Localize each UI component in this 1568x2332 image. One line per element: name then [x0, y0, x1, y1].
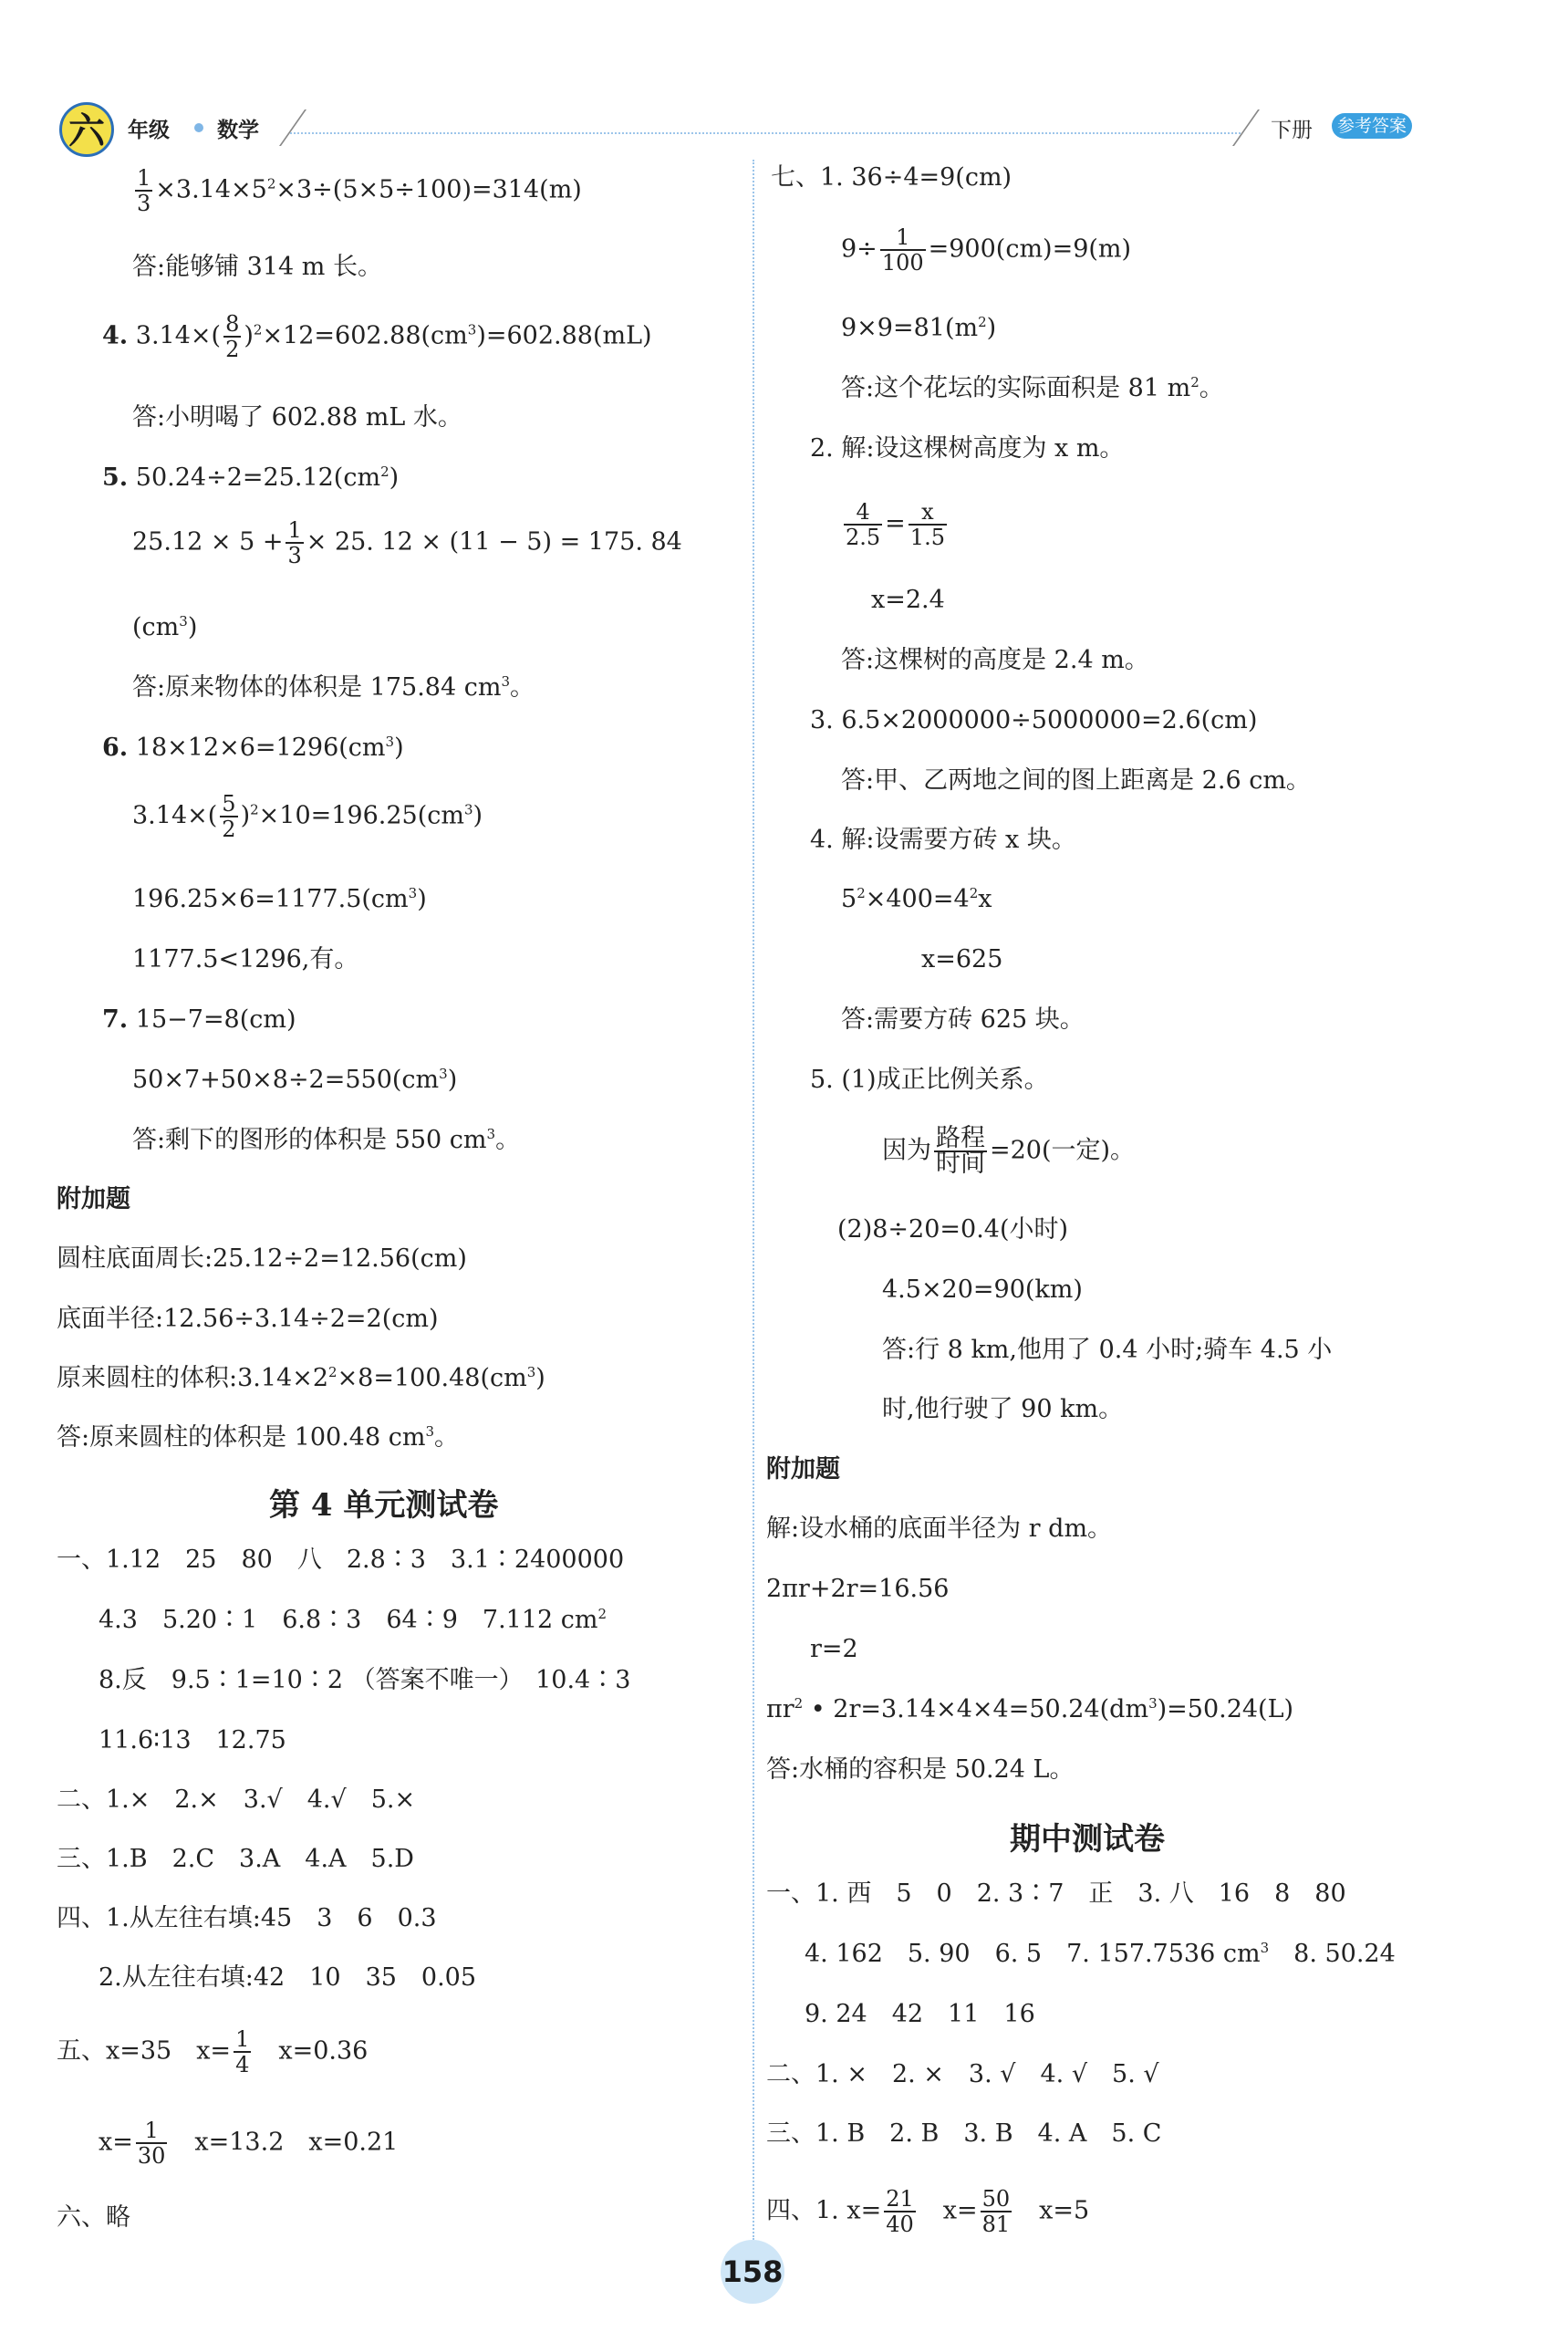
answer-line: 答:这个花坛的实际面积是 81 $m^2$。: [841, 374, 1224, 402]
answer-line: 2.从左往右填:42 10 35 0.05: [99, 1963, 477, 1992]
answer-line: $9\times 9=81(m^2)$: [841, 314, 997, 342]
volume-label: 下册: [1271, 119, 1313, 142]
answer-line: r=2: [810, 1635, 858, 1663]
answer-line: 4. 162 5. 90 6. 5 7. 157.7536 $cm^3$ 8. 50.24: [805, 1940, 1396, 1968]
answer-line: 二、1.× 2.× 3.√ 4.√ 5.×: [57, 1785, 416, 1814]
answer-line: 三、1. B 2. B 3. B 4. A 5. C: [766, 2119, 1162, 2148]
section-title-unit4: 第 4 单元测试卷: [269, 1487, 499, 1524]
answer-line: x= $\frac{1}{30}$ x=13.2 x=0.21: [99, 2118, 399, 2169]
answer-line: 4.3 5.20∶1 6.8∶3 64∶9 7.112 $cm^2$: [99, 1606, 607, 1634]
answer-line: 答:行 8 km,他用了 0.4 小时;骑车 4.5 小: [882, 1336, 1333, 1364]
answer-line: $\frac{1}{3}$ $\times 3.14\times 5^2\times 3\div(5\times 5\div 100)=314(m)$: [137, 165, 582, 216]
answer-line: 答:能够铺 314 m 长。: [132, 253, 382, 281]
answer-line: 答:小明喝了 602.88 mL 水。: [132, 403, 462, 432]
answer-line: 4.5×20=90(km): [882, 1275, 1083, 1304]
answer-key-badge: 参考答案: [1332, 113, 1412, 139]
answer-line: 3. 6.5×2000000÷5000000=2.6(cm): [810, 706, 1258, 734]
answer-line: 一、1.12 25 80 八 2.8∶3 3.1∶2400000: [57, 1546, 625, 1574]
subject-label: 数学: [217, 119, 259, 142]
answer-line: $(cm^3)$: [132, 613, 198, 641]
answer-line: 圆柱底面周长:25.12÷2=12.56(cm): [57, 1244, 467, 1273]
answer-line: 解:设水桶的底面半径为 r dm。: [766, 1515, 1113, 1543]
answer-line: 11.6∶13 12.75: [99, 1726, 286, 1754]
answer-line: 因为 $\frac{\text{路程}}{\text{时间}}$ =20(一定)。: [882, 1124, 1136, 1178]
answer-line: 答:水桶的容积是 50.24 L。: [766, 1755, 1075, 1784]
answer-line: 一、1. 西 5 0 2. 3∶7 正 3. 八 16 8 80: [766, 1879, 1346, 1908]
answer-line: 1177.5<1296,有。: [132, 945, 359, 973]
answer-line: 5. $50.24\div 2=25.12(cm^2)$: [102, 463, 400, 492]
answer-line: 四、1.从左往右填:45 3 6 0.3: [57, 1904, 437, 1932]
answer-line: 五、x=35 x= $\frac{1}{4}$ x=0.36: [57, 2026, 369, 2077]
answer-line: 答:需要方砖 625 块。: [841, 1005, 1085, 1034]
column-divider: [753, 160, 754, 2240]
answer-line: $196.25\times 6=1177.5(cm^3)$: [132, 885, 427, 913]
answer-line: 4. 3.14×( $\frac{8}{2}$ )$^2\times 12=602.88(cm^3)=602.88(mL)$: [102, 311, 652, 362]
answer-line: 9÷ $\frac{1}{100}$ =900(cm)=9(m): [841, 224, 1132, 276]
fraction: $\frac{1}{3}$: [137, 165, 151, 216]
answer-line: 四、1. x= $\frac{21}{40}$ x= $\frac{50}{81}$ x=5: [766, 2186, 1090, 2237]
section-title-midterm: 期中测试卷: [1010, 1821, 1165, 1858]
answer-line: $5^2\times 400=4^2x$: [841, 885, 992, 913]
answer-line: 答:这棵树的高度是 2.4 m。: [841, 646, 1149, 674]
extra-question-title: 附加题: [766, 1455, 840, 1484]
answer-line: 8.反 9.5∶1=10∶2 （答案不唯一） 10.4∶3: [99, 1666, 631, 1694]
answer-line: 9. 24 42 11 16: [805, 2000, 1035, 2028]
header-rule: [290, 132, 1241, 134]
answer-line: (2)8÷20=0.4(小时): [837, 1215, 1069, 1244]
answer-line: $50\times 7+50\times 8\div 2=550(cm^3)$: [132, 1066, 458, 1094]
proportion-equation: $\frac{4}{2.5}$ = $\frac{x}{1.5}$: [846, 499, 945, 550]
page-header: [0, 0, 1568, 160]
answer-line: 5. (1)成正比例关系。: [810, 1066, 1049, 1094]
bullet-dot-icon: [194, 123, 203, 132]
answer-line: 答:原来圆柱的体积是 100.48 $cm^3$。: [57, 1423, 460, 1452]
header-slash-right: [1232, 109, 1260, 146]
answer-line: 二、1. × 2. × 3. √ 4. √ 5. √: [766, 2060, 1159, 2088]
extra-question-title: 附加题: [57, 1185, 130, 1213]
answer-line: 3.14×( $\frac{5}{2}$ )$^2\times 10=196.25(cm^3)$: [132, 791, 483, 842]
grade-badge: 六: [59, 102, 114, 157]
page-number: 158: [721, 2240, 784, 2304]
answer-line: 2πr+2r=16.56: [766, 1575, 950, 1603]
answer-line: $\pi r^2$ • $2r=3.14\times 4\times 4=50.24(dm^3)=50.24(L)$: [766, 1695, 1294, 1723]
answer-line: 4. 解:设需要方砖 x 块。: [810, 826, 1076, 854]
answer-line: x=2.4: [871, 586, 945, 614]
answer-line: 答:原来物体的体积是 175.84 $cm^3$。: [132, 673, 535, 702]
answer-line: 时,他行驶了 90 km。: [882, 1395, 1124, 1423]
answer-line: 答:甲、乙两地之间的图上距离是 2.6 cm。: [841, 766, 1311, 795]
answer-line: 六、略: [57, 2203, 130, 2232]
answer-line: x=625: [921, 945, 1003, 973]
grade-label: 年级: [128, 119, 170, 142]
answer-line: 6. $18\times 12\times 6=1296(cm^3)$: [102, 734, 404, 762]
answer-line: 底面半径:12.56÷3.14÷2=2(cm): [57, 1305, 439, 1333]
answer-line: 七、1. 36÷4=9(cm): [771, 163, 1012, 192]
answer-line: 答:剩下的图形的体积是 550 $cm^3$。: [132, 1126, 521, 1154]
answer-line: 2. 解:设这棵树高度为 x m。: [810, 434, 1125, 463]
header-slash-left: [279, 109, 306, 146]
answer-line: 25.12 × 5 + $\frac{1}{3}$ × 25. 12 × (11 − 5) = 175. 84: [132, 517, 682, 568]
answer-line: 原来圆柱的体积$:3.14\times 2^2\times 8=100.48(cm^3)$: [57, 1364, 545, 1392]
answer-line: 7. 15−7=8(cm): [102, 1005, 296, 1034]
answer-line: 三、1.B 2.C 3.A 4.A 5.D: [57, 1845, 414, 1873]
